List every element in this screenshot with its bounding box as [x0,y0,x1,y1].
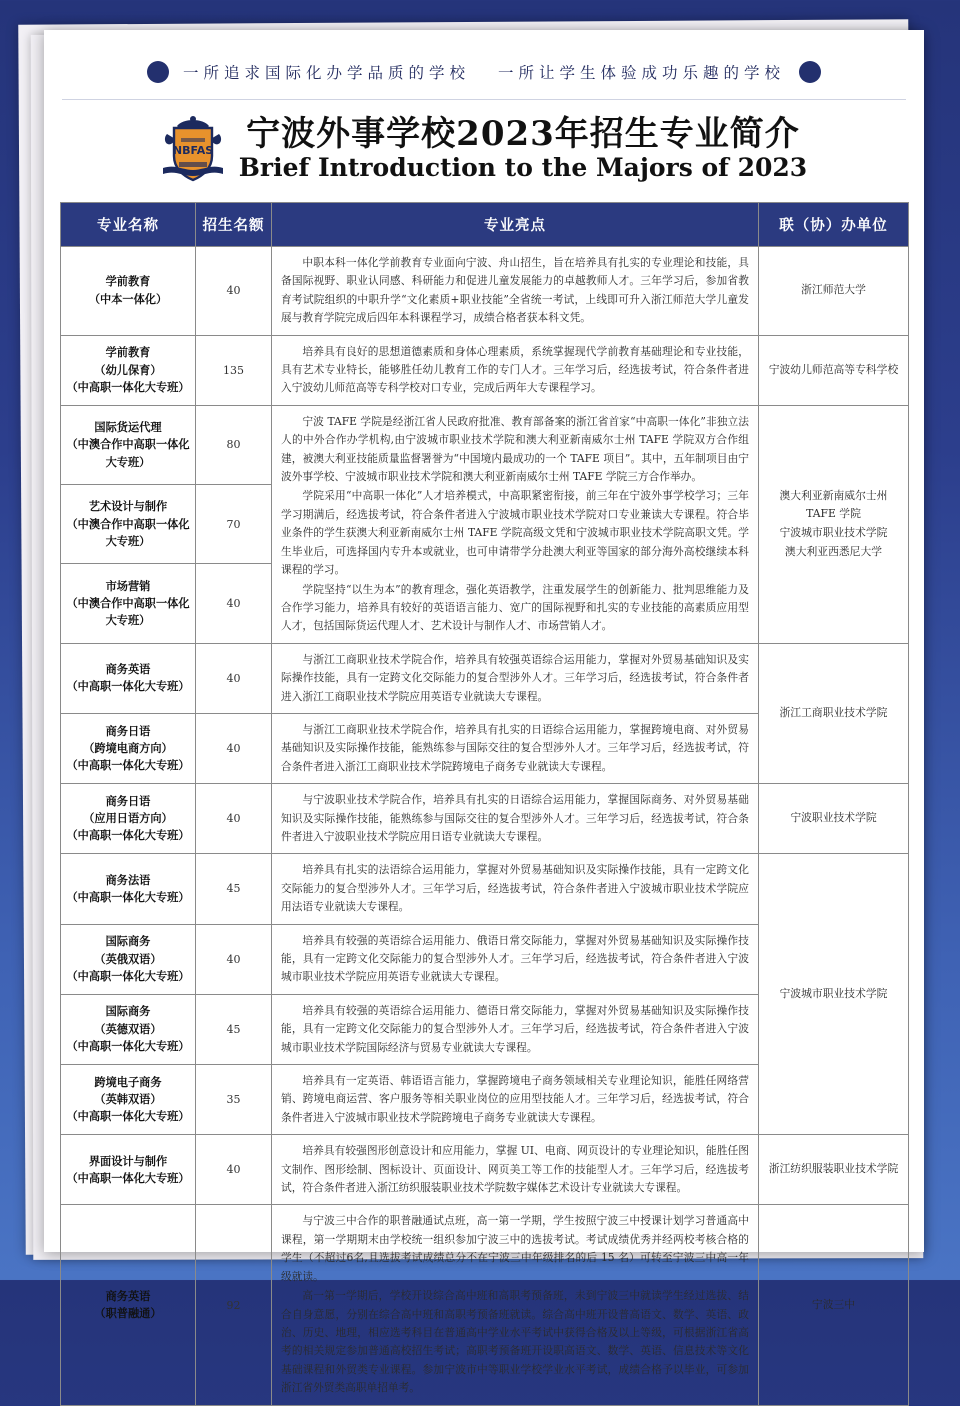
cell-partner-org [759,405,909,643]
major-name-line: 学前教育 [105,275,151,289]
column-header-quota: 招生名额 [196,203,272,247]
cell-quota: 40 [196,564,272,643]
major-name-line: 市场营销 [105,579,151,593]
major-name-line: 商务日语 [105,794,151,808]
highlight-paragraph: 中职本科一体化学前教育专业面向宁波、舟山招生，旨在培养具有扎实的专业理论和技能，具备国际视野、职业认同感、科研能力和促进儿童发展能力的卓越教师人才。三年学习后，参加省教育考试院组织的中职升学“文化素质+职业技能”全省统一考试，上线即可升入浙江师范大学儿童发展与教育学院完成后四年本科课程学习，成绩合格者获本科文凭。 [281,256,749,325]
majors-table-container [60,202,908,1406]
table-row [61,643,909,713]
major-name-line: （英韩双语） [94,1092,162,1106]
major-name-line: （中高职一体化大专班） [66,759,190,773]
cell-quota: 45 [196,994,272,1064]
cell-quota: 80 [196,405,272,484]
table-row [61,784,909,854]
major-name-line: （中高职一体化大专班） [66,829,190,843]
cell-major-name [61,405,196,484]
cell-major-name [61,924,196,994]
cell-highlights [272,1205,759,1405]
document-sheet [44,30,924,1395]
cell-quota: 45 [196,854,272,924]
column-header-highlights: 专业亮点 [272,203,759,247]
cell-partner-org [759,1135,909,1205]
cell-quota: 40 [196,1135,272,1205]
tagline-banner [62,44,906,100]
cell-quota: 40 [196,784,272,854]
major-name-line: 国际商务 [105,935,151,949]
major-name-line: 跨境电子商务 [94,1075,162,1089]
cell-major-name [61,247,196,336]
major-name-line: （英俄双语） [94,952,162,966]
cell-highlights [272,994,759,1064]
major-name-line: （中高职一体化大专班） [66,380,190,394]
major-name-line: （中澳合作中高职一体化 [66,438,190,452]
major-name-line: 国际货运代理 [94,420,162,434]
highlight-paragraph: 学院坚持“以生为本”的教育理念，强化英语教学，注重发展学生的创新能力、批判思维能力及合作学习能力，培养具有较好的英语语言能力、宽广的国际视野和扎实的专业技能的高素质应用型人才，包括国际货运代理人才、艺术设计与制作人才、市场营销人才。 [281,582,749,633]
cell-partner-org [759,1205,909,1405]
table-row [61,247,909,336]
cell-partner-org [759,854,909,1135]
table-row [61,405,909,484]
table-row [61,854,909,924]
cell-major-name [61,564,196,643]
cell-quota: 40 [196,247,272,336]
cell-quota: 135 [196,335,272,405]
cell-highlights [272,784,759,854]
cell-partner-org [759,643,909,783]
highlight-paragraph: 与浙江工商职业技术学院合作，培养具有扎实的日语综合运用能力，掌握跨境电商、对外贸易基础知识及实际操作技能，能熟练参与国际交往的复合型涉外人才。三年学习后，经选拔考试，符合条件者进入浙江工商职业技术学院跨境电子商务专业就读大专课程。 [281,722,749,773]
major-name-line: （中高职一体化大专班） [66,1171,190,1185]
major-name-line: 大专班） [105,455,151,469]
cell-partner-org [759,335,909,405]
cell-major-name [61,854,196,924]
major-name-line: （中高职一体化大专班） [66,1040,190,1054]
major-name-line: （职普融通） [94,1307,162,1320]
partner-org-line: 宁波职业技术学院 [790,811,877,825]
major-name-line: 商务英语 [105,662,151,676]
cell-partner-org [759,247,909,336]
cell-major-name [61,784,196,854]
cell-quota: 35 [196,1065,272,1135]
page-title-cn: 宁波外事学校2023年招生专业简介 [246,114,800,155]
partner-org-line: 浙江师范大学 [801,283,866,297]
major-name-line: （幼儿保育） [94,363,162,377]
cell-major-name [61,1205,196,1405]
cell-partner-org [759,784,909,854]
major-name-line: 国际商务 [105,1005,151,1019]
cell-major-name [61,643,196,713]
highlight-paragraph: 培养具有较强的英语综合运用能力、俄语日常交际能力，掌握对外贸易基础知识及实际操作技能，具有一定跨文化交际能力的复合型涉外人才。三年学习后，经选拔考试，符合条件者进入宁波城市职业技术学院应用英语专业就读大专课程。 [281,933,749,984]
cell-major-name [61,335,196,405]
bullet-dot-left-icon [147,61,169,83]
major-name-line: （中澳合作中高职一体化 [66,517,190,531]
table-row [61,1205,909,1405]
partner-org-line: 宁波城市职业技术学院 [779,986,888,1000]
partner-org-line: 浙江工商职业技术学院 [779,705,888,719]
bullet-dot-right-icon [799,61,821,83]
cell-quota: 70 [196,485,272,564]
title-text-group [239,115,807,183]
highlight-paragraph: 培养具有较强的英语综合运用能力、德语日常交际能力，掌握对外贸易基础知识及实际操作技能，具有一定跨文化交际能力的复合型涉外人才。三年学习后，经选拔考试，符合条件者进入宁波城市职业技术学院国际经济与贸易专业就读大专课程。 [281,1003,749,1054]
highlight-paragraph: 与浙江工商职业技术学院合作，培养具有较强英语综合运用能力，掌握对外贸易基础知识及实际操作技能，具有一定跨文化交际能力的复合型涉外人才。三年学习后，经选拔考试，符合条件者进入浙江工商职业技术学院应用英语专业就读大专课程。 [281,652,749,703]
cell-highlights [272,1135,759,1205]
major-name-line: （中澳合作中高职一体化 [66,596,190,610]
majors-table [60,202,909,1406]
school-crest-icon [161,112,225,186]
major-name-line: （中高职一体化大专班） [66,890,190,904]
tagline-left: 一所追求国际化办学品质的学校 [182,63,470,82]
majors-table-body [61,247,909,1406]
partner-org-line: TAFE 学院 [806,507,861,521]
cell-highlights [272,854,759,924]
major-name-line: （中高职一体化大专班） [66,969,190,983]
cell-highlights [272,713,759,783]
svg-text:NBFAS: NBFAS [172,144,213,157]
cell-highlights [272,247,759,336]
highlight-paragraph: 培养具有较强图形创意设计和应用能力，掌握 UI、电商、网页设计的专业理论知识，能胜任图文制作、图形绘制、图标设计、页面设计、网页美工等工作的技能型人才。三年学习后，经选拔考试，符合条件者进入浙江纺织服装职业技术学院数字媒体艺术设计专业就读大专课程。 [281,1144,749,1195]
column-header-major-name: 专业名称 [61,203,196,247]
tagline-right: 一所让学生体验成功乐趣的学校 [498,63,786,82]
title-block [44,112,924,186]
major-name-line: （中高职一体化大专班） [66,1110,190,1124]
cell-highlights [272,405,759,643]
cell-major-name [61,1135,196,1205]
table-header-row [61,203,909,247]
table-row [61,335,909,405]
cell-major-name [61,485,196,564]
major-name-line: （英德双语） [94,1022,162,1036]
cell-major-name [61,1065,196,1135]
major-name-line: （中高职一体化大专班） [66,680,190,694]
highlight-paragraph: 高一第一学期后，学校开设综合高中班和高职考预备班，未到宁波三中就读学生经过选拔、结合自身意愿，分别在综合高中班和高职考预备班就读。综合高中班开设普高语文、数学、英语、政治、历史、地理，相应选考科目在普通高中学业水平考试中获得合格及以上等级，可根据浙江省高考的相关规定参加普通高校招生考试；高职考预备班开设职高语文、数学、英语、信息技术等文化基础课程和外贸类专业课程。参加宁波市中等职业学校学业水平考试，成绩合格予以毕业，可参加浙江省外贸类高职单招单考。 [281,1289,749,1395]
cell-quota: 40 [196,924,272,994]
major-name-line: 学前教育 [105,346,151,360]
page-title-en: Brief Introduction to the Majors of 2023 [238,153,808,183]
partner-org-line: 宁波城市职业技术学院 [779,526,888,540]
major-name-line: 商务法语 [105,873,151,887]
cell-highlights [272,924,759,994]
cell-highlights [272,1065,759,1135]
partner-org-line: 澳大利亚新南威尔士州 [779,488,888,502]
partner-org-line: 澳大利亚西悉尼大学 [784,545,883,559]
major-name-line: 商务英语 [105,1289,151,1303]
major-name-line: 大专班） [105,534,151,548]
partner-org-line: 浙江纺织服装职业技术学院 [768,1162,899,1176]
partner-org-line: 宁波幼儿师范高等专科学校 [768,362,899,376]
partner-org-line: 宁波三中 [811,1297,856,1311]
major-name-line: 界面设计与制作 [88,1154,168,1168]
major-name-line: （应用日语方向） [83,812,173,826]
cell-major-name [61,713,196,783]
highlight-paragraph: 与宁波职业技术学院合作，培养具有扎实的日语综合运用能力，掌握国际商务、对外贸易基础知识及实际操作技能，能熟练参与国际交往的复合型涉外人才。三年学习后，经选拔考试，符合条件者进入宁波职业技术学院应用日语专业就读大专课程。 [281,793,749,843]
table-row [61,1135,909,1205]
major-name-line: 大专班） [105,614,151,628]
cell-highlights [272,643,759,713]
highlight-paragraph: 培养具有一定英语、韩语语言能力，掌握跨境电子商务领域相关专业理论知识，能胜任网络营销、跨境电商运营、客户服务等相关职业岗位的应用型技能人才。三年学习后，经选拔考试，符合条件者进入宁波城市职业技术学院跨境电子商务专业就读大专课程。 [281,1074,749,1124]
major-name-line: 艺术设计与制作 [88,500,168,514]
column-header-partner-org: 联（协）办单位 [759,203,909,247]
cell-quota: 92 [196,1205,272,1405]
highlight-paragraph: 培养具有扎实的法语综合运用能力，掌握对外贸易基础知识及实际操作技能，具有一定跨文化交际能力的复合型涉外人才。三年学习后，经选拔考试，符合条件者进入宁波城市职业技术学院应用法语专业就读大专课程。 [281,863,749,914]
major-name-line: （跨境电商方向） [83,741,173,755]
highlight-paragraph: 学院采用“中高职一体化”人才培养模式，中高职紧密衔接，前三年在宁波外事学校学习；三年学习期满后，经选拔考试，符合条件者进入宁波城市职业技术学院对口专业兼读大专课程。符合毕业条件的学生获澳大利亚新南威尔士州 TAFE 学院高级文凭和宁波城市职业技术学院高职文凭。学生毕业后，可选择国内专升本或就业，也可申请带学分赴澳大利亚等国家的部分海外高校继续本科课程的学习。 [281,489,749,577]
highlight-paragraph: 宁波 TAFE 学院是经浙江省人民政府批准、教育部备案的浙江省首家“中高职一体化”非独立法人的中外合作办学机构,由宁波城市职业技术学院和澳大利亚新南威尔士州 TAFE 学院双方合作组建，被澳大利亚技能质量监督署誉为“中国境内最成功的一个 TAFE 项目”。其中，五年制项目由宁波外事学校、宁波城市职业技术学院和澳大利亚新南威尔士州 TAFE 学院三方合作举办。 [281,414,749,484]
highlight-paragraph: 与宁波三中合作的职普融通试点班，高一第一学期，学生按照宁波三中授课计划学习普通高中课程，第一学期期末由学校统一组织参加宁波三中的选拔考试。考试成绩优秀并经两校考核合格的学生（不超过6名,且选拔考试成绩总分不在宁波三中年级排名的后 15 名）可转至宁波三中高一年级就读。 [281,1214,749,1283]
major-name-line: （中本一体化） [88,292,168,306]
cell-major-name [61,994,196,1064]
cell-highlights [272,335,759,405]
highlight-paragraph: 培养具有良好的思想道德素质和身体心理素质，系统掌握现代学前教育基础理论和专业技能，具有艺术专业特长，能够胜任幼儿教育工作的专门人才。三年学习后，经选拔考试，符合条件者进入宁波幼儿师范高等专科学校对口专业，完成后两年大专课程学习。 [281,344,749,395]
major-name-line: 商务日语 [105,724,151,738]
cell-quota: 40 [196,713,272,783]
cell-quota: 40 [196,643,272,713]
